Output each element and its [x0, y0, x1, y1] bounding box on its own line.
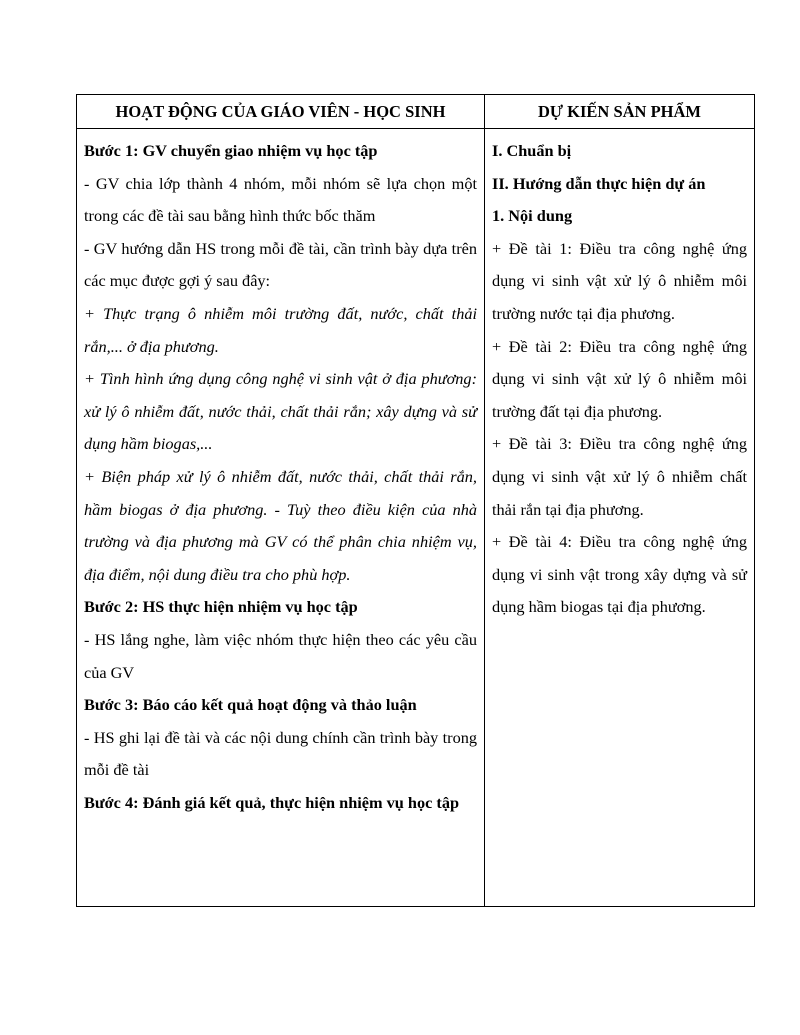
- step1-item-2: + Tình hình ứng dụng công nghệ vi sinh vật ở địa phương: xử lý ô nhiễm đất, nước thải, chất thải rắn; xây dựng và sử dụng hầm biogas,...: [84, 369, 477, 454]
- topic-item: + Đề tài 1: Điều tra công nghệ ứng dụng vi sinh vật xử lý ô nhiễm môi trường nước tại địa phương.: [492, 238, 747, 323]
- header-activities: HOẠT ĐỘNG CỦA GIÁO VIÊN - HỌC SINH: [77, 95, 485, 129]
- header-expected-products: DỰ KIẾN SẢN PHẨM: [485, 95, 755, 129]
- section-content: 1. Nội dung: [492, 206, 573, 226]
- lesson-table: [76, 94, 755, 907]
- step1-paragraph-1: - GV chia lớp thành 4 nhóm, mỗi nhóm sẽ lựa chọn một trong các đề tài sau bằng hình thức bốc thăm: [84, 173, 477, 226]
- step1-paragraph-2: - GV hướng dẫn HS trong mỗi đề tài, cần trình bày dựa trên các mục được gợi ý sau đây:: [84, 238, 477, 291]
- step3-title: Bước 3: Báo cáo kết quả hoạt động và thảo luận: [84, 695, 417, 715]
- step2-paragraph-1: - HS lắng nghe, làm việc nhóm thực hiện theo các yêu cầu của GV: [84, 629, 477, 682]
- topic-item: + Đề tài 3: Điều tra công nghệ ứng dụng vi sinh vật xử lý ô nhiễm chất thải rắn tại địa phương.: [492, 434, 747, 519]
- step1-item-3: + Biện pháp xử lý ô nhiễm đất, nước thải, chất thải rắn, hầm biogas ở địa phương. - Tuỳ theo điều kiện của nhà trường và địa phương mà GV có thể phân chia nhiệm vụ, địa điểm, nội dung điều tra cho phù hợp.: [84, 466, 477, 584]
- header-row: [77, 95, 755, 129]
- section-project-guide: II. Hướng dẫn thực hiện dự án: [492, 173, 706, 193]
- section-preparation: I. Chuẩn bị: [492, 141, 572, 160]
- content-row: [77, 129, 755, 907]
- topic-item: + Đề tài 2: Điều tra công nghệ ứng dụng vi sinh vật xử lý ô nhiễm môi trường đất tại địa phương.: [492, 336, 747, 421]
- topic-item: + Đề tài 4: Điều tra công nghệ ứng dụng vi sinh vật trong xây dựng và sử dụng hầm biogas tại địa phương.: [492, 532, 747, 617]
- step3-paragraph-1: - HS ghi lại đề tài và các nội dung chính cần trình bày trong mỗi đề tài: [84, 727, 477, 780]
- products-cell: [485, 129, 755, 907]
- document-page: [76, 94, 754, 907]
- step4-title: Bước 4: Đánh giá kết quả, thực hiện nhiệm vụ học tập: [84, 792, 460, 812]
- step2-title: Bước 2: HS thực hiện nhiệm vụ học tập: [84, 597, 358, 617]
- activities-cell: [77, 129, 485, 907]
- step1-item-1: + Thực trạng ô nhiễm môi trường đất, nước, chất thải rắn,... ở địa phương.: [84, 303, 477, 356]
- step1-title: Bước 1: GV chuyển giao nhiệm vụ học tập: [84, 141, 378, 160]
